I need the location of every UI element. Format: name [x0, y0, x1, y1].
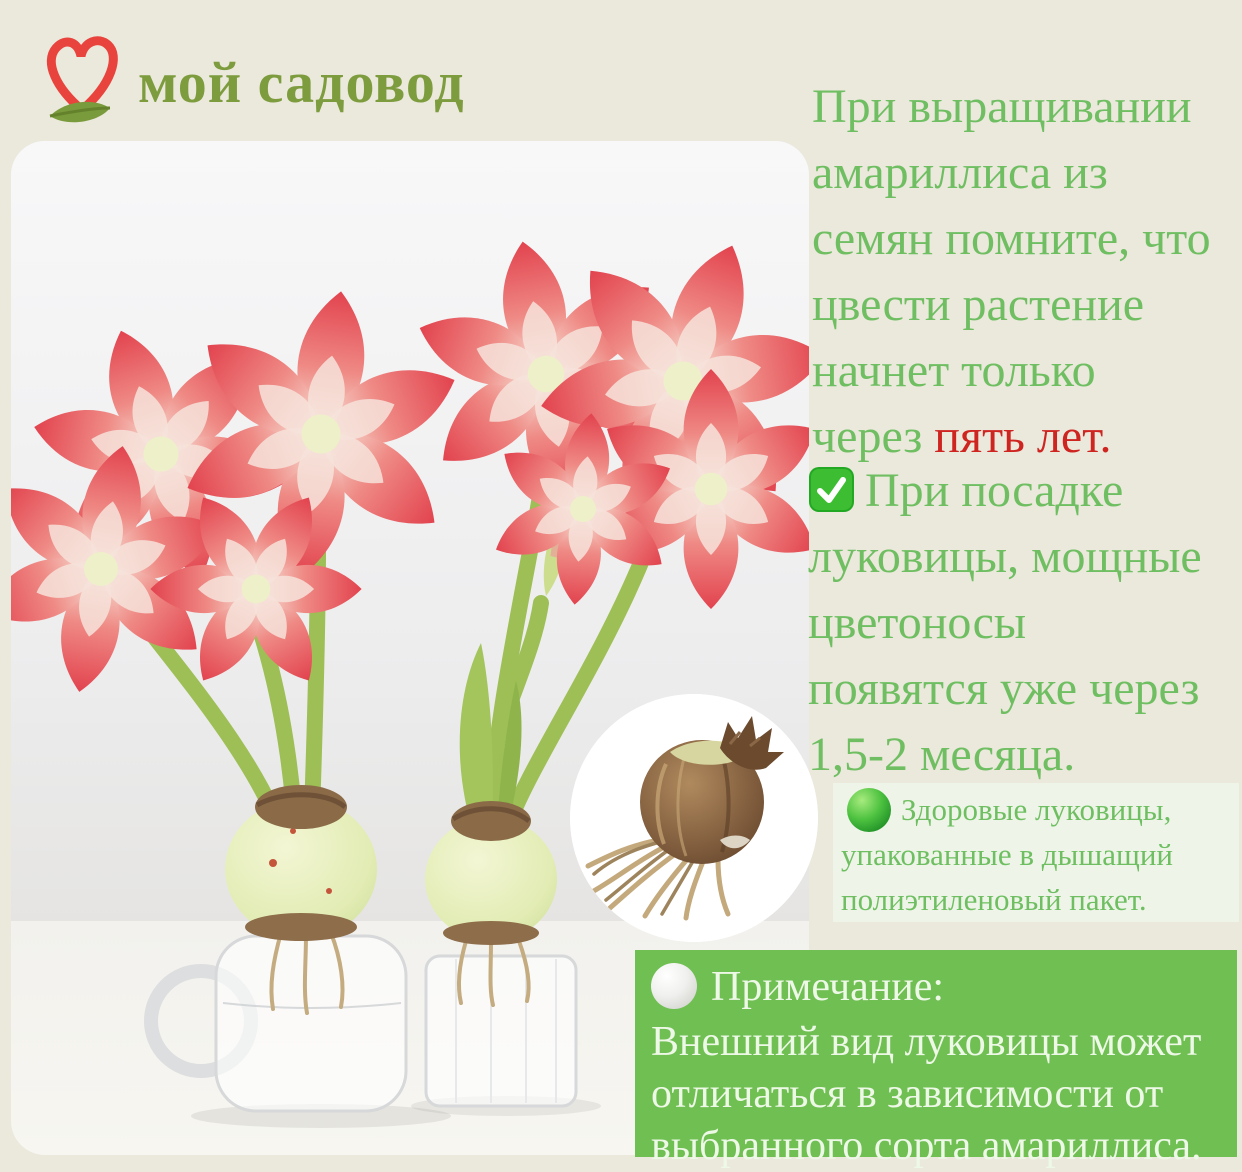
intro-paragraph: [812, 74, 1240, 470]
brand-name: мой садовод: [138, 50, 465, 115]
tip-paragraph: [808, 458, 1240, 788]
note-box: [635, 950, 1237, 1169]
bulbs-text: Здоровые луковицы,: [901, 792, 1172, 827]
tip-line: появятся уже через: [808, 662, 1200, 715]
note-title-line: [651, 958, 1223, 1016]
bulbs-info-box: [833, 783, 1239, 922]
intro-final-prefix: через: [812, 410, 935, 463]
white-circle-icon: [651, 963, 697, 1009]
intro-line: амариллиса из: [812, 146, 1108, 199]
tip-line: луковицы, мощные: [808, 530, 1202, 583]
heart-leaf-logo-icon: [36, 24, 128, 128]
green-circle-icon: [847, 788, 891, 832]
intro-line: цвести растение: [812, 278, 1145, 331]
bulbs-first-line: [841, 787, 1231, 832]
tip-text: При посадке: [865, 464, 1124, 517]
intro-line: При выращивании: [812, 80, 1192, 133]
bulbs-line: полиэтиленовый пакет.: [841, 882, 1147, 917]
tip-line: цветоносы: [808, 596, 1027, 649]
note-line: выбранного сорта амариллиса.: [651, 1123, 1202, 1169]
note-line: отличаться в зависимости от: [651, 1071, 1164, 1117]
check-mark-button-icon: [808, 466, 855, 513]
highlight-five-years: пять лет.: [934, 410, 1112, 463]
brand-logo: [36, 24, 465, 128]
tip-first-line: [808, 458, 1240, 524]
intro-line: семян помните, что: [812, 212, 1211, 265]
bulbs-line: упакованные в дышащий: [841, 837, 1174, 872]
bulb-inset-photo: [570, 694, 818, 942]
note-title: Примечание:: [711, 964, 945, 1010]
tip-line: 1,5-2 месяца.: [808, 728, 1076, 781]
note-line: Внешний вид луковицы может: [651, 1019, 1202, 1065]
intro-line: начнет только: [812, 344, 1096, 397]
